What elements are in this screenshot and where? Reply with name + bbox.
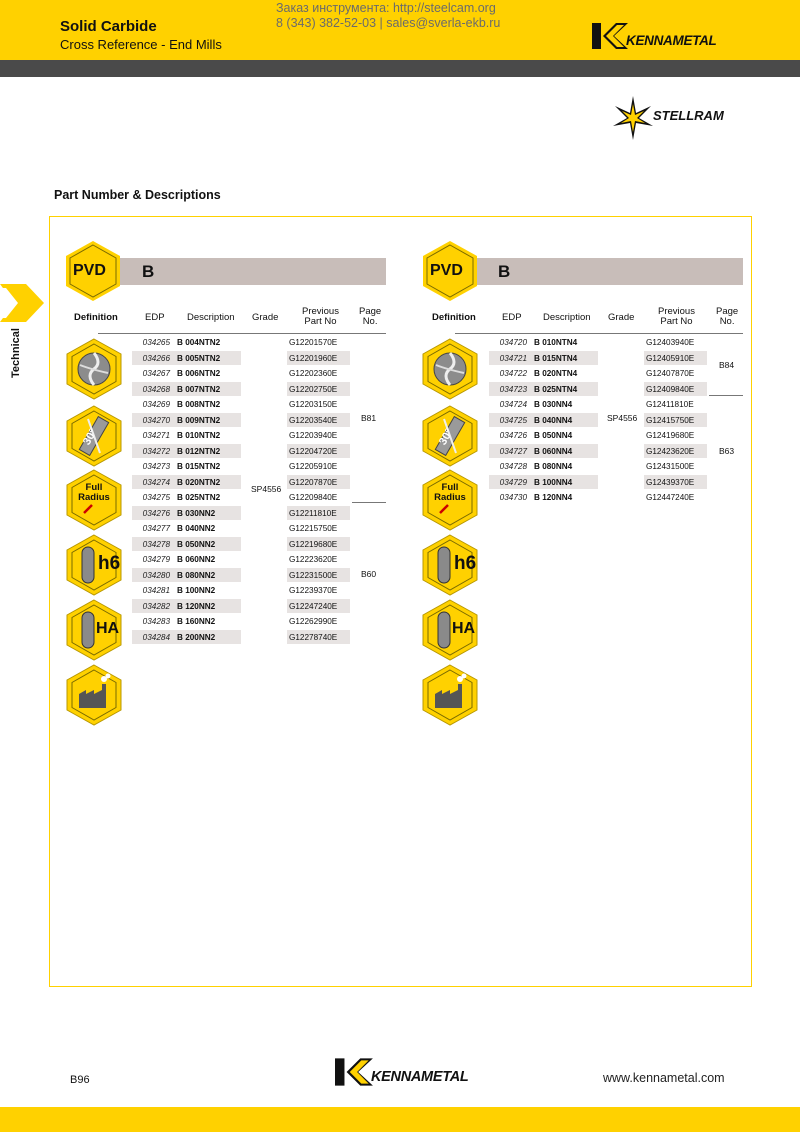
table-row	[98, 521, 388, 537]
previous-part-cell: G12409840E	[646, 384, 695, 394]
table-row	[455, 428, 745, 444]
previous-part-cell: G12205910E	[289, 462, 338, 471]
col-previous: Previous Part No	[302, 306, 339, 327]
previous-part-cell: G12439370E	[646, 477, 695, 487]
table-row	[98, 351, 388, 367]
edp-cell: 034721	[499, 353, 527, 363]
end-mill-flutes-icon	[66, 338, 122, 400]
edp-cell: 034278	[142, 539, 170, 549]
table-row	[455, 475, 745, 491]
previous-part-cell: G12219680E	[289, 539, 338, 549]
icon-label: Radius	[434, 492, 466, 503]
kennametal-k-icon	[335, 1058, 375, 1086]
table-row	[98, 382, 388, 398]
page-ref-1: B81	[361, 413, 377, 423]
icon-label: 30°	[80, 426, 100, 448]
description-cell: B 015NTN4	[534, 353, 578, 363]
icon-label: Radius	[78, 492, 110, 503]
previous-part-cell: G12203540E	[289, 415, 338, 425]
website-link[interactable]: www.kennametal.com	[603, 1071, 725, 1085]
table-row	[98, 583, 388, 599]
description-cell: B 160NN2	[177, 617, 216, 626]
page-title: Solid Carbide	[60, 18, 157, 35]
col-previous: Previous Part No	[658, 306, 695, 327]
series-label: B	[498, 262, 511, 281]
col-edp: EDP	[502, 312, 522, 323]
table-row	[98, 490, 388, 506]
description-cell: B 012NTN2	[177, 446, 221, 456]
edp-cell: 034725	[499, 415, 527, 425]
description-cell: B 030NN2	[177, 508, 216, 518]
previous-part-cell: G12201960E	[289, 353, 338, 363]
table-row	[98, 428, 388, 444]
page-group-rule	[709, 395, 743, 396]
ha-shank-icon	[66, 599, 122, 661]
edp-cell: 034730	[499, 493, 527, 502]
grade-value: SP4556	[607, 413, 638, 423]
previous-part-cell: G12423620E	[646, 446, 695, 456]
table-row	[455, 413, 745, 429]
description-cell: B 007NTN2	[177, 384, 221, 394]
description-cell: B 120NN4	[534, 493, 573, 502]
order-line-2: 8 (343) 382-52-03 | sales@sverla-ekb.ru	[276, 16, 501, 30]
series-label: B	[142, 262, 155, 281]
icon-label: Full	[441, 482, 459, 493]
icon-label: h6	[454, 553, 477, 574]
description-cell: B 080NN2	[177, 570, 216, 580]
table-row	[98, 614, 388, 630]
description-cell: B 060NN4	[534, 446, 573, 456]
edp-cell: 034281	[142, 586, 170, 595]
full-radius-icon	[66, 469, 122, 531]
previous-part-cell: G12419680E	[646, 431, 695, 440]
edp-cell: 034284	[142, 632, 170, 642]
edp-cell: 034729	[499, 477, 527, 487]
edp-cell: 034720	[499, 338, 527, 347]
description-cell: B 010NTN2	[177, 431, 221, 440]
table-row	[98, 475, 388, 491]
edp-cell: 034271	[142, 431, 170, 440]
edp-cell: 034265	[142, 338, 170, 347]
table-row	[98, 459, 388, 475]
description-cell: B 009NTN2	[177, 415, 221, 425]
edp-cell: 034276	[142, 508, 170, 518]
previous-part-cell: G12239370E	[289, 586, 338, 595]
table-row	[455, 397, 745, 413]
table-row	[455, 351, 745, 367]
end-mill-flutes-icon	[422, 338, 478, 400]
col-definition: Definition	[432, 312, 476, 323]
description-cell: B 100NN2	[177, 586, 216, 595]
description-cell: B 050NN4	[534, 431, 573, 440]
table-row	[98, 537, 388, 553]
description-cell: B 100NN4	[534, 477, 573, 487]
previous-part-cell: G12278740E	[289, 632, 338, 642]
description-cell: B 010NTN4	[534, 338, 578, 347]
description-cell: B 008NTN2	[177, 400, 221, 409]
table-row	[98, 599, 388, 615]
table-row	[98, 444, 388, 460]
table-row	[455, 335, 745, 351]
page-ref-2: B60	[361, 569, 377, 579]
description-cell: B 025NTN2	[177, 493, 221, 502]
order-line-1: Заказ инструмента: http://steelcam.org	[276, 1, 496, 15]
factory-icon	[66, 664, 122, 726]
icon-label: HA	[452, 620, 476, 637]
edp-cell: 034726	[499, 431, 527, 440]
description-cell: B 004NTN2	[177, 338, 221, 347]
previous-part-cell: G12231500E	[289, 570, 338, 580]
previous-part-cell: G12431500E	[646, 462, 695, 471]
description-cell: B 040NN2	[177, 524, 216, 533]
table-row	[98, 568, 388, 584]
previous-part-cell: G12203940E	[289, 431, 338, 440]
edp-cell: 034266	[142, 353, 170, 363]
table-row	[98, 366, 388, 382]
col-page: Page No.	[716, 306, 739, 327]
h6-shank-icon	[422, 534, 478, 596]
edp-cell: 034728	[499, 462, 527, 471]
edp-cell: 034724	[499, 400, 527, 409]
stellram-logo: STELLRAM	[613, 96, 653, 145]
table-row	[98, 630, 388, 646]
previous-part-cell: G12403940E	[646, 338, 695, 347]
previous-part-cell: G12447240E	[646, 493, 695, 502]
page-group-rule	[352, 502, 386, 503]
col-description: Description	[543, 312, 591, 323]
footer-bar	[0, 1107, 800, 1132]
description-cell: B 050NN2	[177, 539, 216, 549]
previous-part-cell: G12202360E	[289, 369, 338, 378]
header-dark-stripe	[0, 60, 800, 77]
col-page: Page No.	[359, 306, 382, 327]
page-ref-2: B63	[719, 446, 735, 456]
table-row	[455, 490, 745, 506]
order-info	[276, 1, 500, 31]
stellram-star-icon	[613, 96, 653, 140]
section-title: Part Number & Descriptions	[54, 188, 221, 202]
edp-cell: 034270	[142, 415, 170, 425]
previous-part-cell: G12405910E	[646, 353, 695, 363]
description-cell: B 200NN2	[177, 632, 216, 642]
helix-30-icon	[66, 405, 122, 467]
edp-cell: 034267	[142, 369, 170, 378]
previous-part-cell: G12262990E	[289, 617, 338, 626]
col-description: Description	[187, 312, 235, 323]
table-row	[98, 335, 388, 351]
previous-part-cell: G12411810E	[646, 400, 694, 409]
factory-icon	[422, 664, 478, 726]
description-cell: B 006NTN2	[177, 369, 221, 378]
description-cell: B 020NTN2	[177, 477, 221, 487]
description-cell: B 015NTN2	[177, 462, 221, 471]
previous-part-cell: G12207870E	[289, 477, 338, 487]
table-row	[98, 506, 388, 522]
table-row	[455, 444, 745, 460]
icon-label: h6	[98, 553, 121, 574]
technical-tab-chevron-icon	[0, 284, 46, 322]
previous-part-cell: G12204720E	[289, 446, 338, 456]
edp-cell: 034282	[142, 601, 170, 611]
description-cell: B 060NN2	[177, 555, 216, 564]
coating-label: PVD	[430, 262, 463, 279]
previous-part-cell: G12223620E	[289, 555, 338, 564]
icon-label: 30°	[436, 426, 456, 448]
edp-cell: 034272	[142, 446, 170, 456]
edp-cell: 034277	[142, 524, 170, 533]
previous-part-cell: G12415750E	[646, 415, 695, 425]
edp-cell: 034723	[499, 384, 527, 394]
helix-30-icon	[422, 405, 478, 467]
edp-cell: 034279	[142, 555, 170, 564]
col-edp: EDP	[145, 312, 165, 323]
previous-part-cell: G12211810E	[289, 508, 337, 518]
previous-part-cell: G12247240E	[289, 601, 338, 611]
description-cell: B 025NTN4	[534, 384, 578, 394]
page-number: B96	[70, 1074, 90, 1086]
edp-cell: 034268	[142, 384, 170, 394]
previous-part-cell: G12203150E	[289, 400, 338, 409]
grade-value: SP4556	[251, 484, 282, 494]
previous-part-cell: G12209840E	[289, 493, 338, 502]
icon-label: HA	[96, 620, 120, 637]
description-cell: B 040NN4	[534, 415, 573, 425]
table-row	[98, 413, 388, 429]
table-row	[98, 397, 388, 413]
kennametal-logo: KENNAMETAL	[592, 23, 630, 54]
edp-cell: 034727	[499, 446, 527, 456]
description-cell: B 120NN2	[177, 601, 216, 611]
description-cell: B 005NTN2	[177, 353, 221, 363]
edp-cell: 034722	[499, 369, 527, 378]
table-row	[455, 366, 745, 382]
previous-part-cell: G12215750E	[289, 524, 338, 533]
technical-tab-label: Technical	[10, 328, 22, 378]
header-rule	[455, 333, 743, 334]
edp-cell: 034273	[142, 462, 170, 471]
edp-cell: 034275	[142, 493, 170, 502]
col-definition: Definition	[74, 312, 118, 323]
edp-cell: 034280	[142, 570, 170, 580]
page-ref-1: B84	[719, 360, 735, 370]
description-cell: B 020NTN4	[534, 369, 578, 378]
coating-label: PVD	[73, 262, 106, 279]
full-radius-icon	[422, 469, 478, 531]
previous-part-cell: G12407870E	[646, 369, 695, 378]
col-grade: Grade	[252, 312, 279, 323]
ha-shank-icon	[422, 599, 478, 661]
header-rule	[98, 333, 386, 334]
edp-cell: 034269	[142, 400, 170, 409]
icon-label: Full	[85, 482, 103, 493]
table-row	[98, 552, 388, 568]
edp-cell: 034283	[142, 617, 170, 626]
previous-part-cell: G12202750E	[289, 384, 338, 394]
table-row	[455, 459, 745, 475]
kennametal-footer-logo: KENNAMETAL	[335, 1058, 375, 1091]
description-cell: B 080NN4	[534, 462, 573, 471]
description-cell: B 030NN4	[534, 400, 573, 409]
kennametal-k-icon	[592, 23, 630, 49]
page-subtitle: Cross Reference - End Mills	[60, 37, 222, 52]
h6-shank-icon	[66, 534, 122, 596]
col-grade: Grade	[608, 312, 635, 323]
table-row	[455, 382, 745, 398]
edp-cell: 034274	[142, 477, 170, 487]
previous-part-cell: G12201570E	[289, 338, 338, 347]
